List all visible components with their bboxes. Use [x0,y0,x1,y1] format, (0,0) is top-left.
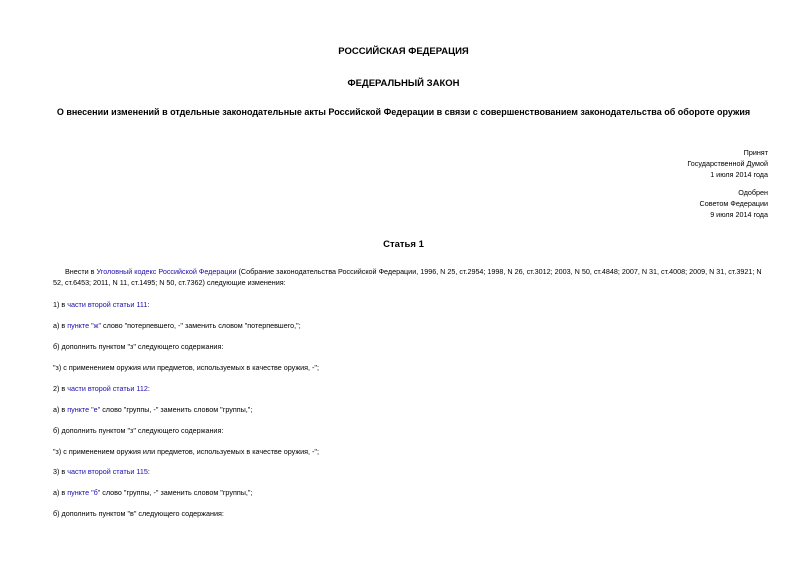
law-title: О внесении изменений в отдельные законодательные акты Российской Федерации в связи с совершенствованием законодательства об обороте оружия [56,107,751,117]
text: : [147,384,150,393]
approved-line: 9 июля 2014 года [710,210,768,219]
approved-line: Одобрен [738,188,768,197]
paragraph-1b: б) дополнить пунктом "з" следующего содержания: [53,342,224,351]
paragraph-1z: "з) с применением оружия или предметов, используемых в качестве оружия, -"; [53,363,319,372]
paragraph-2b: б) дополнить пунктом "з" следующего содержания: [53,426,224,435]
text: : [147,467,150,476]
article-112-link[interactable]: части второй статьи 112 [67,384,148,393]
country-heading: РОССИЙСКАЯ ФЕДЕРАЦИЯ [338,46,469,57]
criminal-code-link[interactable]: Уголовный кодекс Российской Федерации [96,267,237,276]
text: 3) в [53,467,68,476]
intro-prefix: Внести в [65,267,97,276]
paragraph-3b: б) дополнить пунктом "в" следующего содержания: [53,509,224,518]
paragraph-1 [53,299,773,310]
paragraph-3 [53,466,773,477]
paragraph-2z: "з) с применением оружия или предметов, используемых в качестве оружия, -"; [53,447,319,456]
accepted-line: Принят [743,148,768,157]
text: слово "группы, -" заменить словом "группы,"; [100,405,253,414]
accepted-line: Государственной Думой [687,159,768,168]
doc-type-heading: ФЕДЕРАЛЬНЫЙ ЗАКОН [347,78,460,89]
point-b-link[interactable]: пункте "б" [67,488,101,497]
text: : [147,300,150,309]
intro-suffix: (Собрание законодательства Российской Федерации, 1996, N 25, ст.2954; 1998, N 26, ст.3012; 2003, N 50, ст.4848; 2007, N 31, ст.4008; 2009, N 31, ст.3921; N 52, ст.6453; 2011, N 11, ст.1495; N 50, ст.7362) следующие изменения: [53,267,762,287]
point-e-link[interactable]: пункте "е" [67,405,101,414]
text: слово "потерпевшего, -" заменить словом "потерпевшего,"; [101,321,301,330]
point-zh-link[interactable]: пункте "ж" [67,321,101,330]
text: а) в [53,488,68,497]
article-intro [53,266,773,288]
accepted-line: 1 июля 2014 года [710,170,768,179]
article-heading: Статья 1 [383,239,424,250]
article-111-link[interactable]: части второй статьи 111 [67,300,148,309]
approved-line: Советом Федерации [699,199,768,208]
approved-block [700,187,768,220]
paragraph-2a [53,404,773,415]
paragraph-1a [53,320,773,331]
text: а) в [53,405,68,414]
text: а) в [53,321,68,330]
text: 1) в [53,300,68,309]
accepted-block [687,147,768,180]
text: 2) в [53,384,68,393]
paragraph-2 [53,383,773,394]
article-115-link[interactable]: части второй статьи 115 [67,467,148,476]
text: слово "группы, -" заменить словом "группы,"; [100,488,253,497]
paragraph-3a [53,487,773,498]
